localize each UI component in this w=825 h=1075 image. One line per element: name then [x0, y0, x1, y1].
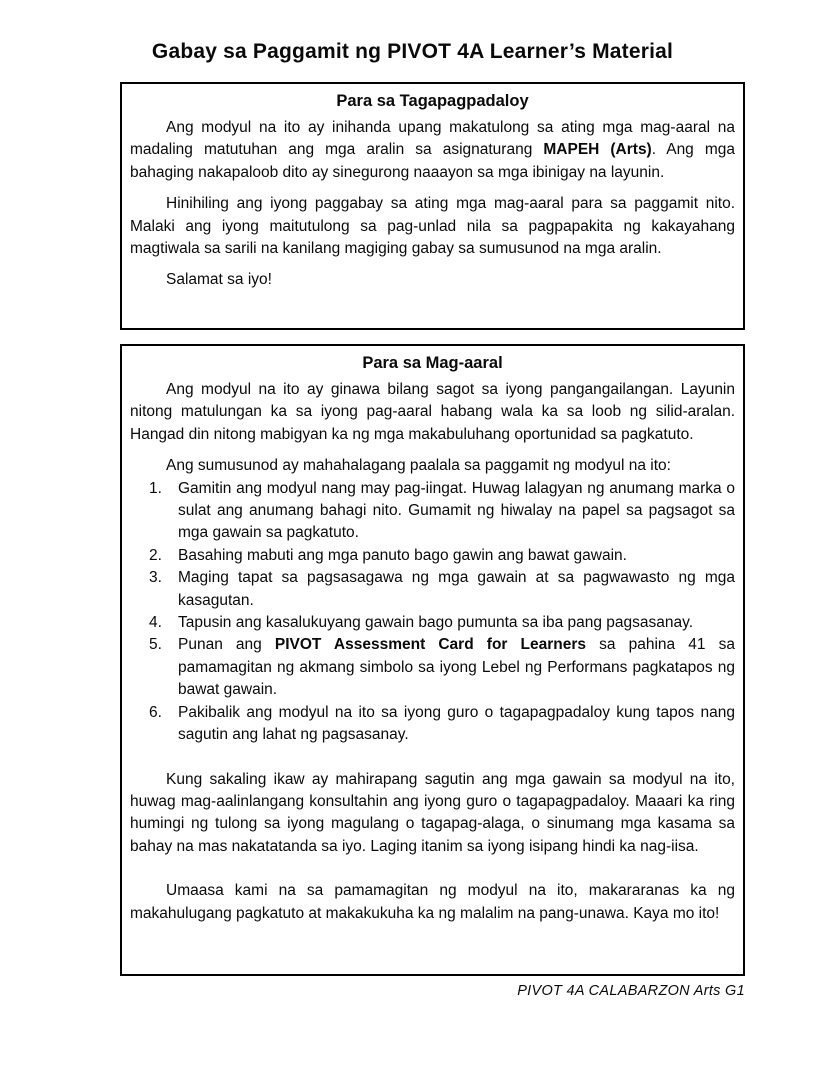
list-item — [149, 702, 735, 747]
learner-box — [120, 344, 745, 976]
list-item — [149, 634, 735, 701]
list-item-number: 3. — [149, 569, 162, 587]
list-item-number: 1. — [149, 479, 162, 497]
facilitator-closing: Salamat sa iyo! — [166, 271, 272, 289]
list-item — [149, 567, 735, 612]
list-item-text-tail: sa pahina 41 sa pamamagitan ng akmang simbolo sa iyong Lebel ng Performans pagkatapos ng bawat gawain. — [178, 636, 735, 699]
learner-paragraph-2: Ang sumusunod ay mahahalagang paalala sa paggamit ng modyul na ito: — [166, 457, 671, 475]
page-footer: PIVOT 4A CALABARZON Arts G1 — [517, 983, 745, 999]
list-item-text: Tapusin ang kasalukuyang gawain bago pumunta sa iba pang pagsasanay. — [178, 614, 694, 632]
learner-heading: Para sa Mag-aaral — [362, 354, 503, 372]
list-item-text: Pakibalik ang modyul na ito sa iyong guro o tagapagpadaloy kung tapos nang sagutin ang lahat ng pagsasanay. — [178, 703, 735, 744]
facilitator-heading: Para sa Tagapagpadaloy — [336, 92, 529, 110]
list-item — [149, 478, 735, 545]
pivot-assessment-card-bold-text: PIVOT Assessment Card for Learners — [274, 636, 587, 654]
learner-paragraph-3: Kung sakaling ikaw ay mahirapang sagutin ang mga gawain sa modyul na ito, huwag mag-aalinlangang konsultahin ang iyong guro o tagapagpadaloy. Maaari ka ring humingi ng tulong sa iyong magulang o tagapag-alaga, o sinumang mga kasama sa bahay na mas nakatatanda sa iyo. Laging itanim sa iyong isipang hindi ka nag-iisa. — [130, 770, 735, 855]
facilitator-paragraph-1 — [130, 117, 735, 184]
list-item-number: 5. — [149, 636, 162, 654]
list-item-text — [178, 634, 735, 701]
list-item — [149, 612, 735, 634]
list-item-text: Basahing mabuti ang mga panuto bago gawin ang bawat gawain. — [178, 546, 627, 564]
learner-paragraph-4: Umaasa kami na sa pamamagitan ng modyul na ito, makararanas ka ng makahulugang pagkatuto at makakukuha ka ng malalim na pang-unawa. Kaya mo ito! — [130, 882, 735, 922]
list-item-text-lead: Punan ang — [178, 636, 275, 654]
page-title: Gabay sa Paggamit ng PIVOT 4A Learner’s Material — [151, 40, 674, 63]
list-item — [149, 545, 735, 567]
list-item-number: 6. — [149, 703, 162, 721]
list-item-text: Gamitin ang modyul nang may pag-iingat. Huwag lalagyan ng anumang marka o sulat ang anumang bahagi nito. Gumamit ng hiwalay na papel sa pagsagot sa mga gawain sa pagkatuto. — [178, 479, 735, 542]
learner-paragraph-1: Ang modyul na ito ay ginawa bilang sagot sa iyong pangangailangan. Layunin nitong matulungan ka sa iyong pag-aaral habang wala ka sa loob ng silid-aralan. Hangad din nitong mabigyan ka ng mga makabuluhang oportunidad sa pagkatuto. — [130, 381, 735, 443]
reminder-list — [130, 478, 735, 747]
list-item-number: 4. — [149, 614, 162, 632]
facilitator-paragraph-1-tail: . Ang mga bahaging nakapaloob dito ay sinegurong naaayon sa mga ibinigay na layunin. — [130, 141, 736, 181]
facilitator-paragraph-1-text: Ang modyul na ito ay inihanda upang makatulong sa ating mga mag-aaral na madaling matutuhan ang mga aralin sa asignaturang — [130, 119, 735, 159]
list-item-number: 2. — [149, 546, 162, 564]
mapeh-arts-bold-text: MAPEH (Arts) — [543, 141, 652, 159]
list-item-text: Maging tapat sa pagsasagawa ng mga gawain at sa pagwawasto ng mga kasagutan. — [178, 569, 735, 609]
facilitator-box — [120, 82, 745, 330]
facilitator-paragraph-2: Hinihiling ang iyong paggabay sa ating mga mag-aaral para sa paggamit nito. Malaki ang iyong maitutulong sa pag-unlad nila sa pagpapakita ng kakayahang magtiwala sa sarili na kanilang magiging gabay sa sumusunod na mga aralin. — [130, 195, 735, 258]
